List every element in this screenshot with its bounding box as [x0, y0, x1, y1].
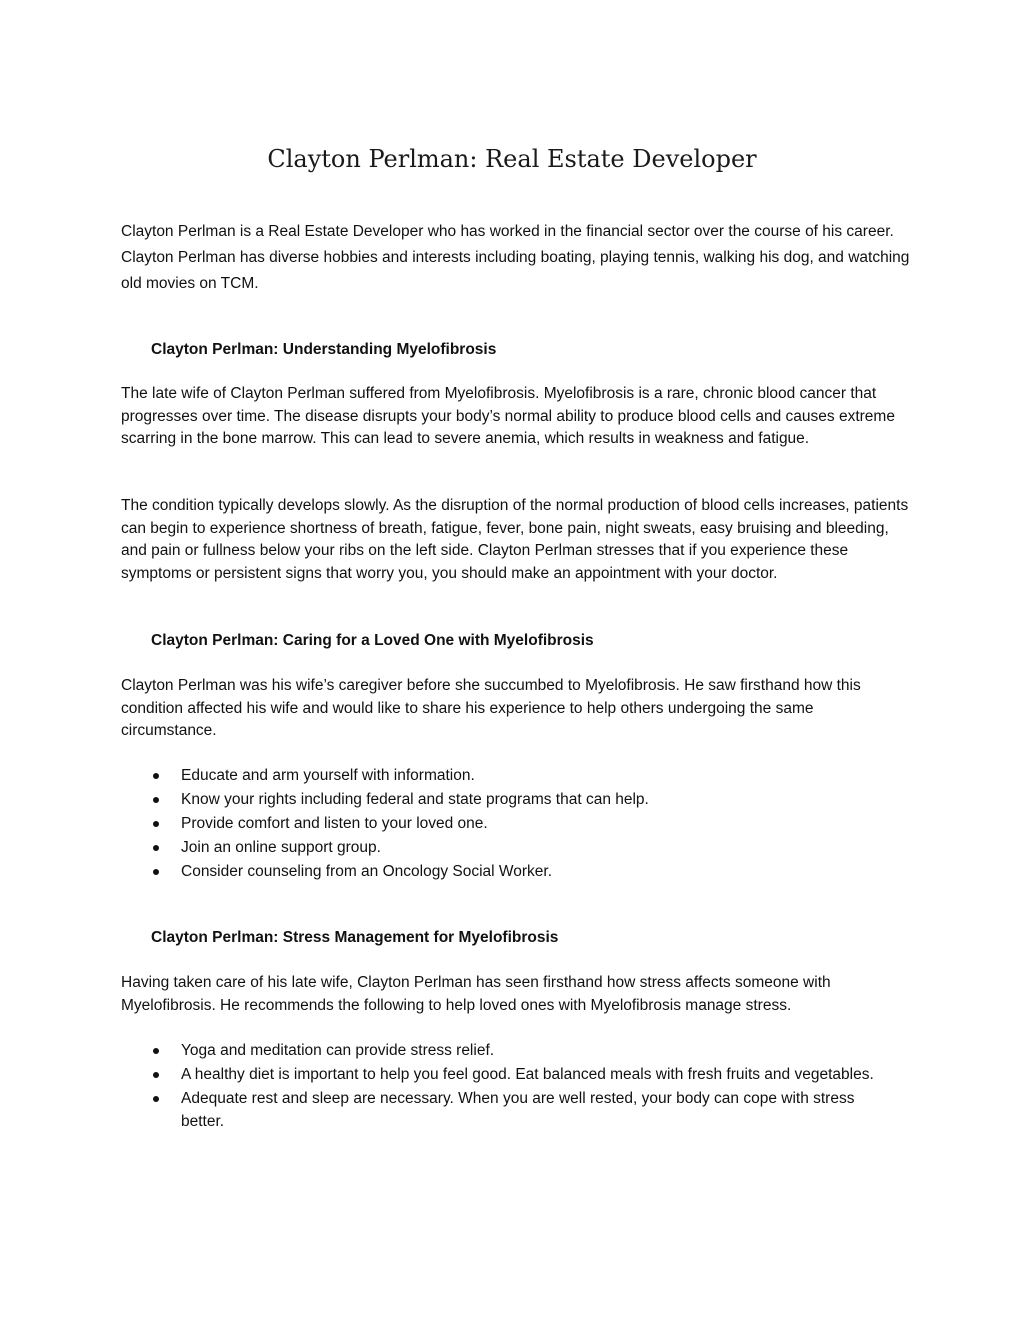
- stress-tips-list: [121, 1040, 891, 1135]
- list-item: Consider counseling from an Oncology Social Worker.: [121, 861, 891, 884]
- bullet-icon: [153, 821, 159, 827]
- bullet-icon: [153, 1072, 159, 1078]
- list-item: Educate and arm yourself with information.: [121, 765, 891, 788]
- paragraph-caregiver: Clayton Perlman was his wife’s caregiver before she succumbed to Myelofibrosis. He saw firsthand how this condition affected his wife and would like to share his experience to help others undergoing the same circumstance.: [121, 677, 861, 739]
- list-item: Know your rights including federal and state programs that can help.: [121, 789, 891, 812]
- list-item: Join an online support group.: [121, 837, 891, 860]
- paragraph-stress: Having taken care of his late wife, Clayton Perlman has seen firsthand how stress affects someone with Myelofibrosis. He recommends the following to help loved ones with Myelofibrosis manage stress.: [121, 974, 831, 1014]
- bullet-icon: [153, 1096, 159, 1102]
- document-title: Clayton Perlman: Real Estate Developer: [267, 145, 757, 173]
- list-item: Adequate rest and sleep are necessary. When you are well rested, your body can cope with stress better.: [121, 1088, 891, 1133]
- list-item: Provide comfort and listen to your loved one.: [121, 813, 891, 836]
- caring-tips-list: [121, 765, 891, 885]
- paragraph-myelofibrosis-overview: The late wife of Clayton Perlman suffered from Myelofibrosis. Myelofibrosis is a rare, chronic blood cancer that progresses over time. The disease disrupts your body’s normal ability to produce blood cells and causes extreme scarring in the bone marrow. This can lead to severe anemia, which results in weakness and fatigue.: [121, 385, 895, 447]
- bullet-icon: [153, 845, 159, 851]
- bullet-icon: [153, 1048, 159, 1054]
- section-heading-understanding: Clayton Perlman: Understanding Myelofibrosis: [151, 341, 497, 358]
- section-heading-caring: Clayton Perlman: Caring for a Loved One with Myelofibrosis: [151, 632, 594, 649]
- bullet-icon: [153, 797, 159, 803]
- section-heading-stress: Clayton Perlman: Stress Management for Myelofibrosis: [151, 929, 559, 946]
- list-item: A healthy diet is important to help you feel good. Eat balanced meals with fresh fruits and vegetables.: [121, 1064, 891, 1087]
- paragraph-myelofibrosis-symptoms: The condition typically develops slowly. As the disruption of the normal production of blood cells increases, patients can begin to experience shortness of breath, fatigue, fever, bone pain, night sweats, easy bruising and bleeding, and pain or fullness below your ribs on the left side. Clayton Perlman stresses that if you experience these symptoms or persistent signs that worry you, you should make an appointment with your doctor.: [121, 497, 909, 582]
- bullet-icon: [153, 869, 159, 875]
- bullet-icon: [153, 773, 159, 779]
- list-item: Yoga and meditation can provide stress relief.: [121, 1040, 891, 1063]
- intro-paragraph: Clayton Perlman is a Real Estate Developer who has worked in the financial sector over the course of his career. Clayton Perlman has diverse hobbies and interests including boating, playing tennis, walking his dog, and watching old movies on TCM.: [121, 223, 910, 292]
